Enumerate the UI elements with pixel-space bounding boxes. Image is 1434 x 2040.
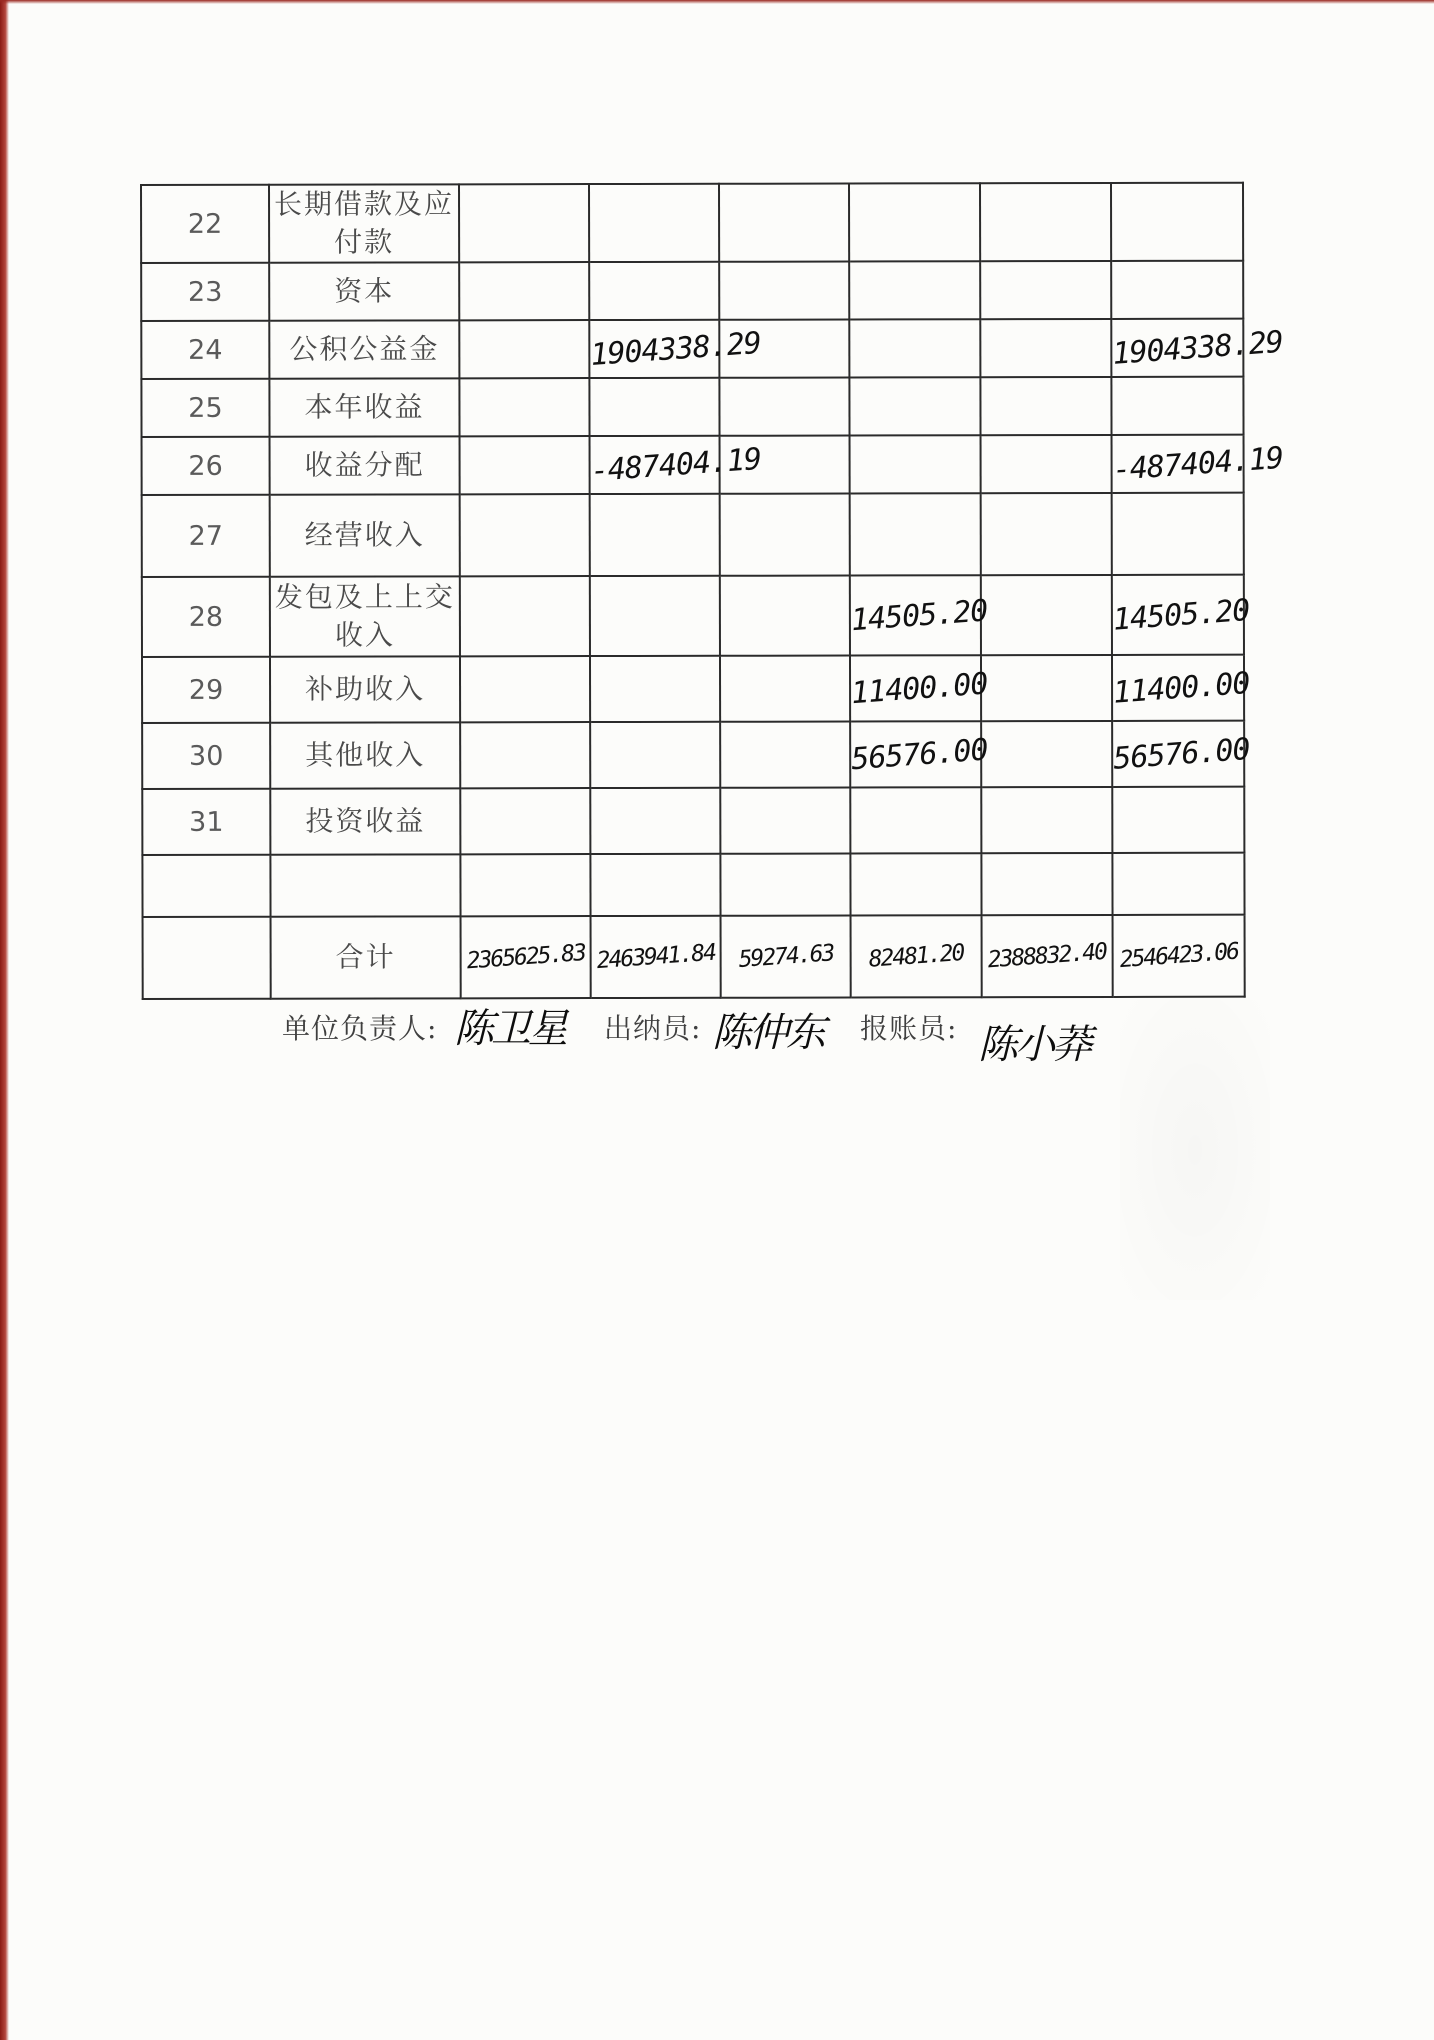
amount-cell xyxy=(461,916,591,998)
row-number: 22 xyxy=(141,185,269,263)
table-row xyxy=(142,721,1244,789)
amount-cell xyxy=(981,493,1112,575)
handwritten-amount: 2365625.83 xyxy=(465,939,586,975)
handwritten-amount: 82481.20 xyxy=(867,940,965,973)
amount-cell xyxy=(1111,435,1285,493)
handwritten-amount: 59274.63 xyxy=(737,940,834,974)
handwritten-amount: 11400.00 xyxy=(1111,665,1251,711)
amount-cell xyxy=(849,261,980,319)
amount-cell xyxy=(850,493,981,575)
table-row xyxy=(141,261,1243,321)
account-name: 长期借款及应付款 xyxy=(269,184,459,262)
table-row xyxy=(142,787,1244,855)
table-row xyxy=(142,655,1244,723)
amount-cell xyxy=(981,721,1112,787)
amount-cell xyxy=(851,915,982,997)
row-number xyxy=(143,917,271,999)
amount-cell xyxy=(719,378,849,436)
row-number: 29 xyxy=(142,657,270,723)
handwritten-amount: 56576.00 xyxy=(1112,731,1251,777)
amount-cell xyxy=(1112,493,1244,575)
amount-cell xyxy=(590,656,720,722)
head-label: 单位负责人: xyxy=(282,1012,438,1045)
amount-cell xyxy=(460,576,590,656)
table-row xyxy=(141,377,1243,437)
head-signature: 陈卫星 xyxy=(454,1006,565,1052)
amount-cell xyxy=(460,722,590,788)
amount-cell xyxy=(1112,721,1251,787)
handwritten-amount: 14505.20 xyxy=(1111,592,1251,638)
amount-cell xyxy=(849,377,980,435)
cashier-signature: 陈仲东 xyxy=(712,1010,823,1056)
amount-cell xyxy=(720,722,850,788)
amount-cell xyxy=(590,722,720,788)
amount-cell xyxy=(1112,787,1244,853)
amount-cell xyxy=(590,494,720,576)
amount-cell xyxy=(1111,655,1251,721)
amount-cell xyxy=(980,377,1111,435)
handwritten-amount: 2463941.84 xyxy=(595,939,716,975)
amount-cell xyxy=(1111,261,1243,319)
amount-cell xyxy=(590,576,720,656)
account-name: 收益分配 xyxy=(270,436,460,494)
amount-cell xyxy=(1111,575,1251,655)
account-name xyxy=(270,854,460,916)
amount-cell xyxy=(980,183,1111,261)
row-number: 31 xyxy=(142,789,270,855)
row-number: 30 xyxy=(142,723,270,789)
amount-cell xyxy=(982,915,1113,997)
accountant-label: 报账员: xyxy=(860,1012,958,1045)
amount-cell xyxy=(459,262,589,320)
account-name: 本年收益 xyxy=(269,378,459,436)
amount-cell xyxy=(589,262,719,320)
account-name: 投资收益 xyxy=(270,788,460,854)
amount-cell xyxy=(980,261,1111,319)
amount-cell xyxy=(589,184,719,262)
amount-cell xyxy=(460,656,590,722)
page-edge xyxy=(0,0,9,2040)
amount-cell xyxy=(849,655,989,721)
row-number: 26 xyxy=(142,437,270,495)
amount-cell xyxy=(719,184,849,262)
account-name: 补助收入 xyxy=(270,656,460,722)
amount-cell xyxy=(460,854,590,916)
amount-cell xyxy=(589,320,763,378)
amount-cell xyxy=(981,575,1112,655)
amount-cell xyxy=(589,378,719,436)
account-name: 资本 xyxy=(269,262,459,320)
handwritten-amount: 1904338.29 xyxy=(589,325,763,373)
amount-cell xyxy=(460,494,590,576)
handwritten-amount: 11400.00 xyxy=(849,666,989,711)
row-number: 27 xyxy=(142,495,270,577)
amount-cell xyxy=(981,435,1112,493)
handwritten-amount: -487404.19 xyxy=(1111,440,1285,488)
accountant-signature: 陈小莽 xyxy=(978,1022,1089,1068)
handwritten-amount: 2546423.06 xyxy=(1118,938,1239,974)
cashier-label: 出纳员: xyxy=(604,1012,702,1045)
table-row xyxy=(141,183,1243,263)
row-number: 28 xyxy=(142,577,270,657)
handwritten-amount: 1904338.29 xyxy=(1111,324,1285,372)
amount-cell xyxy=(850,435,981,493)
account-name: 经营收入 xyxy=(270,494,460,576)
amount-cell xyxy=(720,656,850,722)
amount-cell xyxy=(590,854,720,916)
row-number: 25 xyxy=(141,379,269,437)
handwritten-amount: -487404.19 xyxy=(589,441,763,489)
handwritten-amount: 56576.00 xyxy=(850,732,989,777)
table-row xyxy=(142,493,1244,577)
amount-cell xyxy=(850,721,989,787)
amount-cell xyxy=(721,916,851,998)
handwritten-amount: 14505.20 xyxy=(849,593,989,638)
amount-cell xyxy=(1111,319,1285,377)
amount-cell xyxy=(980,319,1111,377)
amount-cell xyxy=(850,853,981,915)
ledger-table xyxy=(140,182,1285,1000)
account-name: 发包及上上交收入 xyxy=(270,576,460,656)
row-number: 24 xyxy=(141,321,269,379)
amount-cell xyxy=(589,436,763,494)
amount-cell xyxy=(1111,183,1243,261)
amount-cell xyxy=(719,262,849,320)
amount-cell xyxy=(981,787,1112,853)
amount-cell xyxy=(1112,853,1244,915)
amount-cell xyxy=(459,378,589,436)
amount-cell xyxy=(460,436,590,494)
amount-cell xyxy=(720,576,850,656)
amount-cell xyxy=(981,655,1112,721)
amount-cell xyxy=(720,494,850,576)
amount-cell xyxy=(850,787,981,853)
table-row xyxy=(142,435,1244,495)
amount-cell xyxy=(459,184,589,262)
page-edge-top xyxy=(0,0,1434,4)
amount-cell xyxy=(720,854,850,916)
amount-cell xyxy=(849,183,980,261)
table-row xyxy=(142,853,1244,917)
amount-cell xyxy=(1111,377,1243,435)
handwritten-amount: 2388832.40 xyxy=(987,938,1108,974)
amount-cell xyxy=(460,788,590,854)
row-number: 23 xyxy=(141,263,269,321)
amount-cell xyxy=(591,916,721,998)
amount-cell xyxy=(849,319,980,377)
amount-cell xyxy=(849,575,989,655)
total-label: 合计 xyxy=(271,916,461,998)
account-name: 其他收入 xyxy=(270,722,460,788)
amount-cell xyxy=(590,788,720,854)
total-row xyxy=(143,915,1245,999)
account-name: 公积公益金 xyxy=(269,320,459,378)
table-row xyxy=(142,575,1244,657)
table-row xyxy=(141,319,1243,379)
amount-cell xyxy=(459,320,589,378)
amount-cell xyxy=(1113,915,1245,997)
amount-cell xyxy=(720,788,850,854)
row-number xyxy=(142,855,270,917)
amount-cell xyxy=(981,853,1112,915)
signature-row xyxy=(282,1005,1182,1085)
